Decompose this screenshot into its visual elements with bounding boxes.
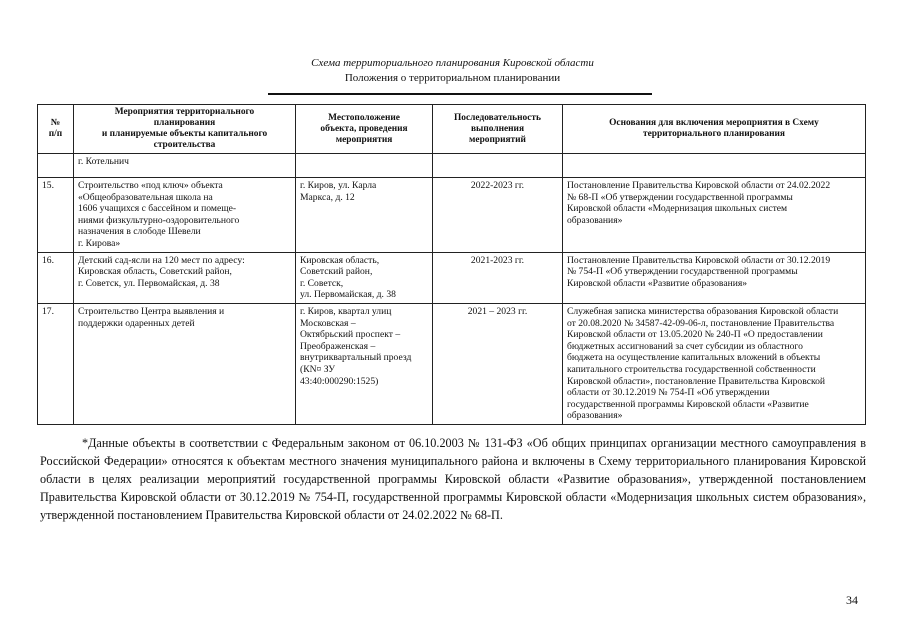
header-divider	[268, 93, 652, 95]
cell-basis: Постановление Правительства Кировской области от 30.12.2019 № 754-П «Об утверждении государственной программы Кировской области «Развитие образования»	[563, 252, 866, 303]
column-header-location: Местоположение объекта, проведения мероприятия	[296, 105, 433, 154]
cell-period	[433, 154, 563, 178]
cell-number: 16.	[38, 252, 74, 303]
cell-event: Строительство Центра выявления и поддержки одаренных детей	[74, 303, 296, 424]
table-row-continuation	[38, 154, 866, 178]
column-header-basis: Основания для включения мероприятия в Схему территориального планирования	[563, 105, 866, 154]
column-header-number: № п/п	[38, 105, 74, 154]
cell-basis: Постановление Правительства Кировской области от 24.02.2022 № 68-П «Об утверждении государственной программы Кировской области «Модернизация школьных систем образования»	[563, 178, 866, 253]
cell-number: 17.	[38, 303, 74, 424]
cell-period: 2022-2023 гг.	[433, 178, 563, 253]
document-header-title: Схема территориального планирования Кировской области	[311, 57, 594, 69]
table-row	[38, 252, 866, 303]
cell-basis: Служебная записка министерства образования Кировской области от 20.08.2020 № 34587-42-09-06-л, постановление Правительства Кировской области от 13.05.2020 № 240-П «О предоставлении бюджетных ассигнований за счет субсидии из областного бюджета на осуществление капитальных вложений в объекты капитального строительства государственной собственности Кировской области», постановление Правительства Кировской области от 30.12.2019 № 754-П «Об утверждении государственной программы Кировской области «Развитие образования»	[563, 303, 866, 424]
cell-period: 2021 – 2023 гг.	[433, 303, 563, 424]
page-number: 34	[846, 593, 858, 607]
cell-location	[296, 154, 433, 178]
cell-location: Кировская область, Советский район, г. Советск, ул. Первомайская, д. 38	[296, 252, 433, 303]
cell-number	[38, 154, 74, 178]
column-header-event: Мероприятия территориального планирования и планируемые объекты капитального строительства	[74, 105, 296, 154]
planning-table	[37, 104, 866, 425]
cell-location: г. Киров, квартал улиц Московская – Октябрьский проспект – Преображенская – внутриквартальный проезд (КN¤ ЗУ 43:40:000290:1525)	[296, 303, 433, 424]
cell-event: г. Котельнич	[74, 154, 296, 178]
cell-event: Детский сад-ясли на 120 мест по адресу: Кировская область, Советский район, г. Советск, ул. Первомайская, д. 38	[74, 252, 296, 303]
document-header-subtitle: Положения о территориальном планировании	[344, 72, 561, 84]
table-row	[38, 178, 866, 253]
cell-basis	[563, 154, 866, 178]
cell-number: 15.	[38, 178, 74, 253]
table-header-row	[38, 105, 866, 154]
column-header-period: Последовательность выполнения мероприятий	[433, 105, 563, 154]
cell-period: 2021-2023 гг.	[433, 252, 563, 303]
footnote-text: *Данные объекты в соответствии с Федеральным законом от 06.10.2003 № 131-ФЗ «Об общих принципах организации местного самоуправления в Российской Федерации» относятся к объектам местного значения муниципального района и включены в Схему территориального планирования Кировской области в целях реализации мероприятий государственной программы Кировской области «Развитие образования», утвержденной постановлением Правительства Кировской области от 30.12.2019 № 754-П, государственной программы Кировской области «Модернизация школьных систем образования», утвержденной постановлением Правительства Кировской области от 24.02.2022 № 68-П.	[40, 436, 866, 522]
table-row	[38, 303, 866, 424]
cell-location: г. Киров, ул. Карла Маркса, д. 12	[296, 178, 433, 253]
cell-event: Строительство «под ключ» объекта «Общеобразовательная школа на 1606 учащихся с бассейном и помеще- ниями физкультурно-оздоровительного назначения в слободе Шевели г. Кирова»	[74, 178, 296, 253]
